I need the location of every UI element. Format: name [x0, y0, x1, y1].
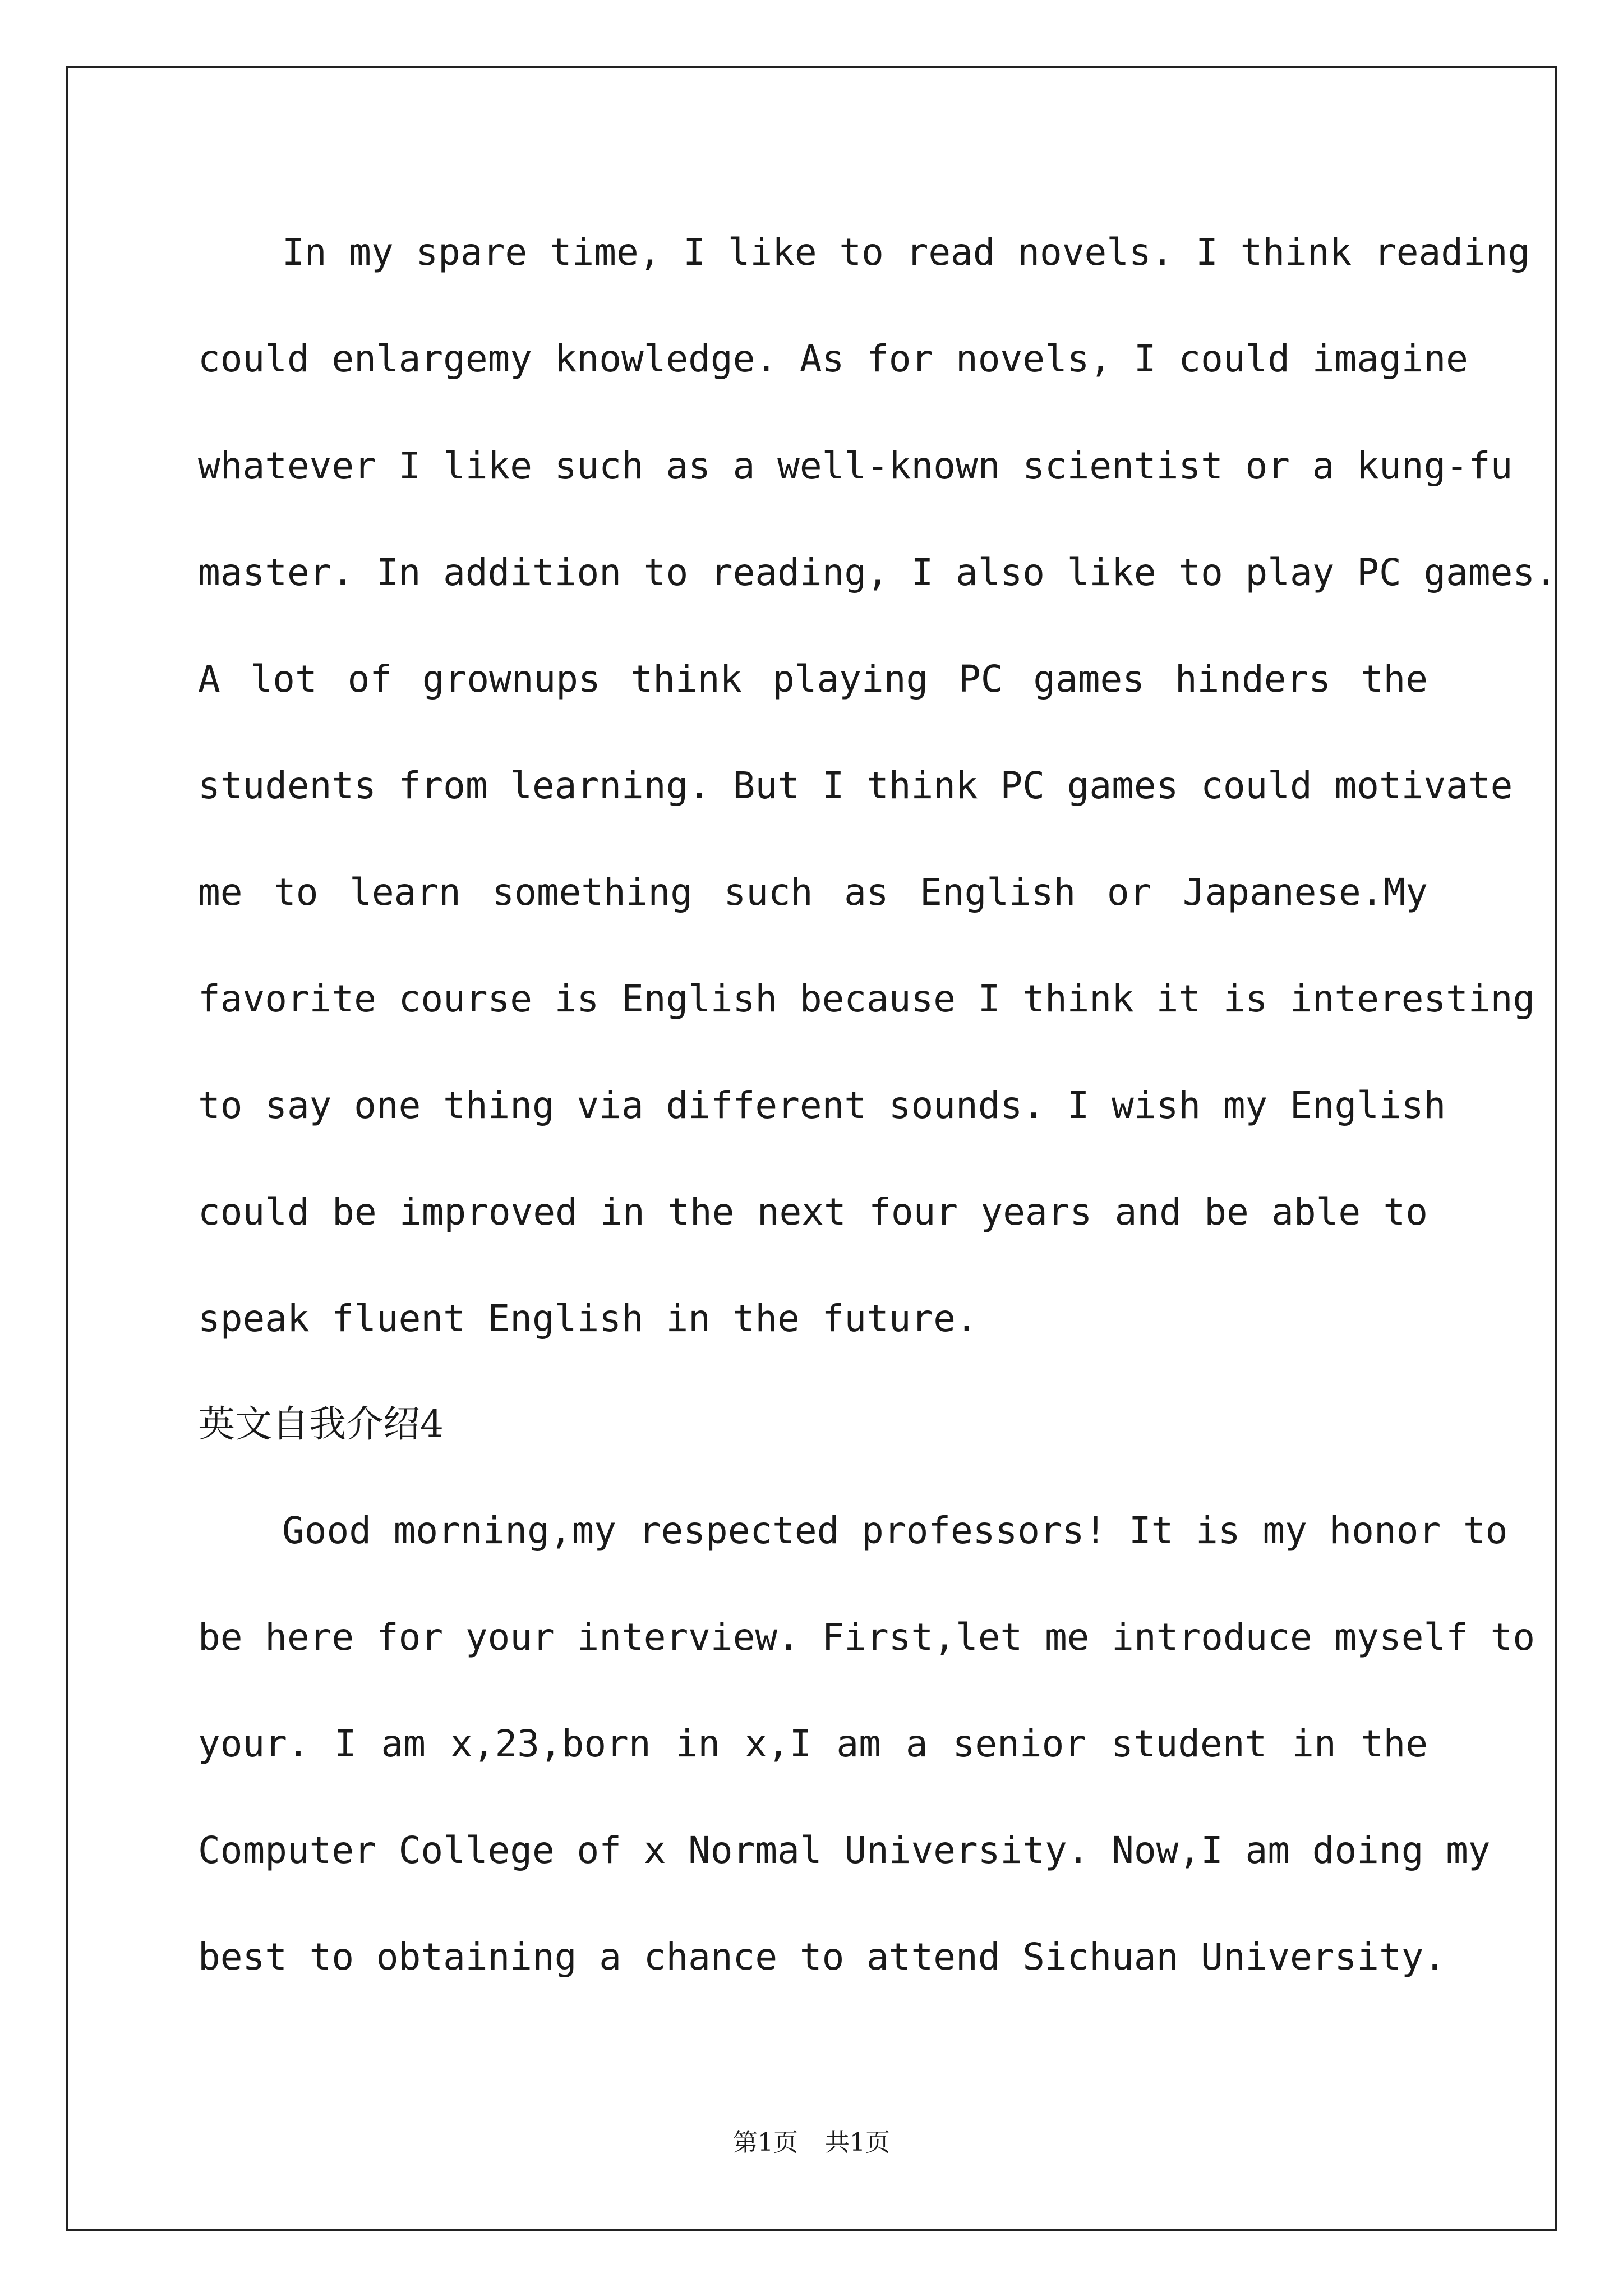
paragraph-line: speak fluent English in the future.	[198, 1297, 978, 1340]
paragraph-line: whatever I like such as a well-known scientist or a kung-fu	[198, 444, 1513, 487]
page-footer	[0, 2126, 1623, 2160]
paragraph-line: favorite course is English because I think it is interesting	[198, 977, 1536, 1020]
paragraph-line: Good morning,my respected professors! It is my honor to	[282, 1509, 1508, 1552]
paragraph-line: students from learning. But I think PC games could motivate	[198, 764, 1513, 807]
page-total: 共1页	[825, 2128, 890, 2157]
paragraph-line: be here for your interview. First,let me introduce myself to	[198, 1616, 1536, 1659]
paragraph-line: master. In addition to reading, I also like to play PC games.	[198, 551, 1557, 594]
page-border	[66, 66, 1557, 2231]
paragraph-line: In my spare time, I like to read novels. I think reading	[282, 231, 1530, 274]
page-number: 第1页	[733, 2128, 798, 2157]
paragraph-line: your. I am x,23,born in x,I am a senior student in the	[198, 1722, 1428, 1765]
paragraph-line: Computer College of x Normal University. Now,I am doing my	[198, 1829, 1491, 1872]
paragraph-line: could be improved in the next four years and be able to	[198, 1190, 1428, 1234]
paragraph-line: me to learn something such as English or Japanese.My	[198, 871, 1428, 914]
paragraph-line: best to obtaining a chance to attend Sichuan University.	[198, 1935, 1446, 1978]
paragraph-line: to say one thing via different sounds. I wish my English	[198, 1084, 1446, 1127]
paragraph-line: could enlargemy knowledge. As for novels, I could imagine	[198, 337, 1468, 380]
paragraph-line: A lot of grownups think playing PC games hinders the	[198, 657, 1428, 701]
section-heading: 英文自我介绍4	[198, 1402, 444, 1446]
